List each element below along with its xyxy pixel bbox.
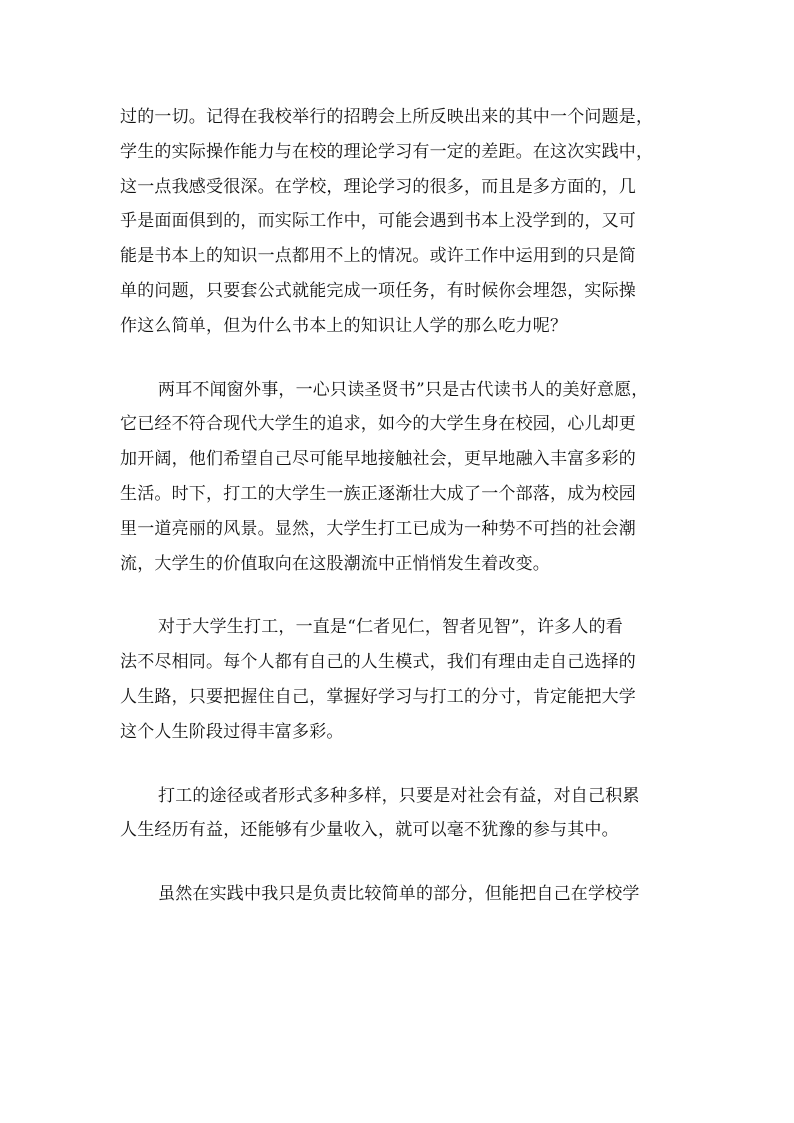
text-line: 加开阔，他们希望自己尽可能早地接触社会，更早地融入丰富多彩的: [120, 449, 636, 470]
text-line: 学生的实际操作能力与在校的理论学习有一定的差距。在这次实践中，: [120, 141, 654, 162]
text-line: 人生经历有益，还能够有少量收入，就可以毫不犹豫的参与其中。: [120, 820, 619, 841]
paragraph-2: [120, 373, 680, 582]
paragraph-4: [120, 779, 680, 849]
text-line: 生活。时下，打工的大学生一族正逐渐壮大成了一个部落，成为校园: [120, 483, 636, 504]
text-line: 人生路，只要把握住自己，掌握好学习与打工的分寸，肯定能把大学: [120, 686, 636, 707]
text-line: 作这么简单，但为什么书本上的知识让人学的那么吃力呢？: [120, 315, 568, 336]
text-line: 单的问题，只要套公式就能完成一项任务，有时候你会埋怨，实际操: [120, 280, 636, 301]
text-line: 它已经不符合现代大学生的追求，如今的大学生身在校园，心儿却更: [120, 414, 636, 435]
text-line: 能是书本上的知识一点都用不上的情况。或许工作中运用到的只是简: [120, 246, 636, 267]
document-body: [120, 100, 680, 912]
text-line: 两耳不闻窗外事，一心只读圣贤书”只是古代读书人的美好意愿，: [158, 379, 649, 400]
paragraph-5: [120, 877, 680, 912]
text-line: 这一点我感受很深。在学校，理论学习的很多，而且是多方面的，几: [120, 176, 636, 197]
text-line: 里一道亮丽的风景。显然，大学生打工已成为一种势不可挡的社会潮: [120, 518, 636, 539]
paragraph-1: [120, 100, 680, 344]
paragraph-3: [120, 610, 680, 749]
text-line: 乎是面面俱到的，而实际工作中，可能会遇到书本上没学到的，又可: [120, 211, 636, 232]
text-line: 过的一切。记得在我校举行的招聘会上所反映出来的其中一个问题是，: [120, 107, 654, 127]
text-line: 打工的途径或者形式多种多样，只要是对社会有益，对自己积累: [158, 785, 640, 806]
text-line: 虽然在实践中我只是负责比较简单的部分，但能把自己在学校学: [158, 884, 640, 905]
text-line: 对于大学生打工，一直是“仁者见仁，智者见智”，许多人的看: [158, 617, 623, 638]
text-line: 流，大学生的价值取向在这股潮流中正悄悄发生着改变。: [120, 553, 550, 574]
text-line: 这个人生阶段过得丰富多彩。: [120, 721, 344, 742]
text-line: 法不尽相同。每个人都有自己的人生模式，我们有理由走自己选择的: [120, 652, 636, 673]
